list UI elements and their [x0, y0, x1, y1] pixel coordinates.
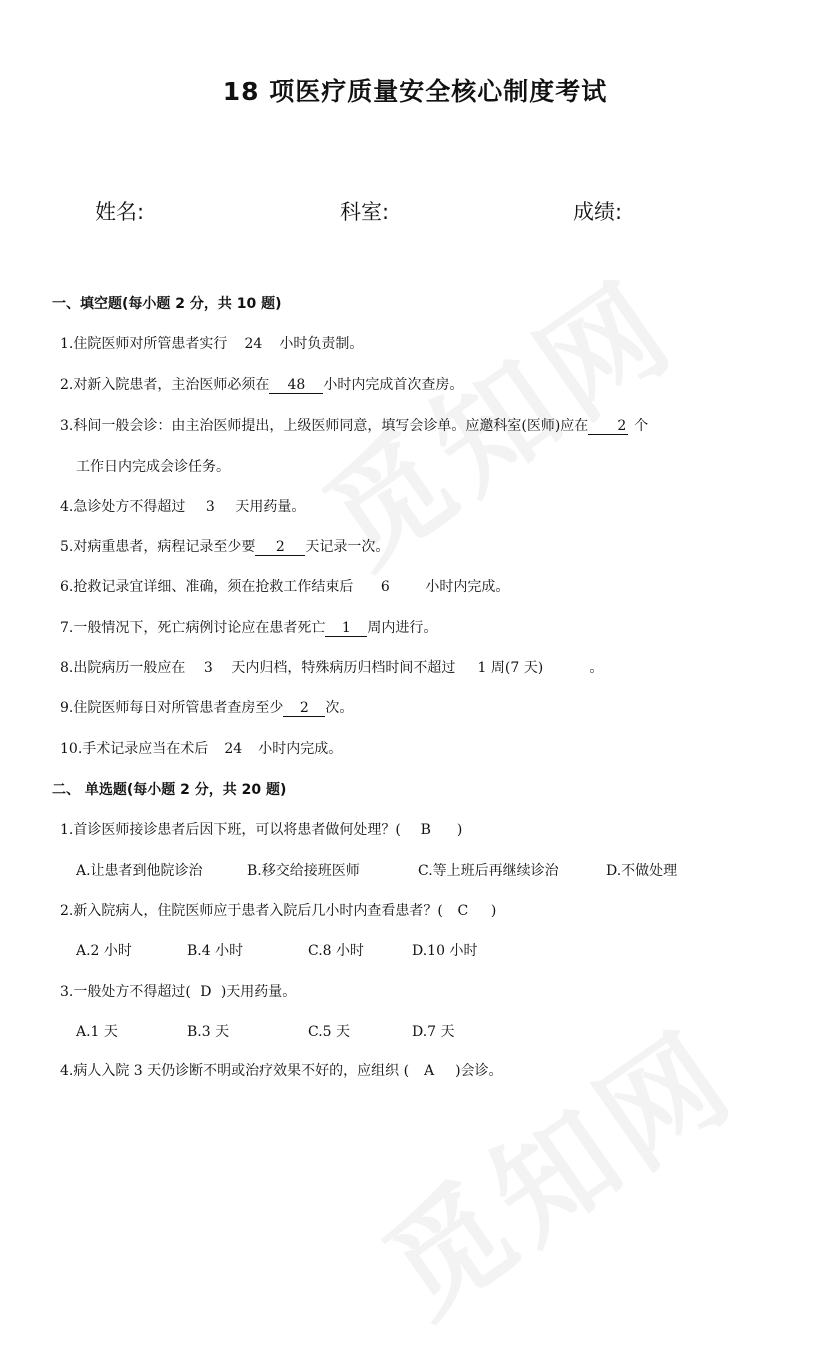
- section-heading-fill: 一、填空题(每小题 2 分，共 10 题): [52, 296, 282, 312]
- option-a: A.1 天: [76, 1024, 118, 1040]
- answer: 6: [380, 579, 390, 595]
- answer: 24: [224, 741, 243, 757]
- option-c: C.5 天: [308, 1024, 351, 1040]
- answer: 24: [244, 336, 263, 352]
- watermark-bottom: [346, 984, 764, 1348]
- fill-question-8: 8.出院病历一般应在 3 天内归档，特殊病历归档时间不超过 1 周(7 天) 。: [60, 657, 790, 677]
- answer: B: [420, 822, 431, 838]
- option-d: D.7 天: [412, 1024, 455, 1040]
- answer: 3: [205, 499, 215, 515]
- option-d: D.10 小时: [412, 943, 478, 959]
- answer: 1 周(7 天): [477, 660, 544, 676]
- fill-question-6: 6.抢救记录宜详细、准确，须在抢救工作结束后 6 小时内完成。: [60, 579, 510, 595]
- option-c: C.等上班后再继续诊治: [418, 863, 559, 879]
- fill-question-4: 4.急诊处方不得超过 3 天用药量。: [60, 499, 306, 515]
- option-a: A.2 小时: [76, 943, 132, 959]
- section-heading-choice: 二、 单选题(每小题 2 分，共 20 题): [52, 782, 287, 798]
- answer-blank: 1: [325, 620, 367, 637]
- answer: A: [424, 1063, 435, 1079]
- option-a: A.让患者到他院诊治: [76, 863, 203, 879]
- answer: D: [200, 984, 212, 1000]
- answer: C: [457, 903, 469, 919]
- fill-question-9: 9.住院医师每日对所管患者查房至少 2 次。: [60, 700, 354, 716]
- fill-question-7: 7.一般情况下，死亡病例讨论应在患者死亡 1 周内进行。: [60, 620, 438, 636]
- fill-question-2: 2.对新入院患者，主治医师必须在 48 小时内完成首次查房。: [60, 377, 464, 393]
- score-label: 成绩:: [573, 200, 623, 224]
- choice-question-3: 3.一般处方不得超过( D )天用药量。: [60, 984, 297, 1000]
- page-title: 18 项医疗质量安全核心制度考试: [222, 77, 608, 106]
- answer-blank: 2: [588, 418, 628, 435]
- fill-question-5: 5.对病重患者，病程记录至少要 2 天记录一次。: [60, 539, 390, 555]
- dept-label: 科室:: [340, 200, 390, 224]
- name-label: 姓名:: [95, 200, 145, 224]
- option-b: B.4 小时: [187, 943, 244, 959]
- option-b: B.移交给接班医师: [247, 863, 360, 879]
- fill-question-10: 10.手术记录应当在术后 24 小时内完成。: [60, 741, 343, 757]
- choice-question-4: 4.病人入院 3 天仍诊断不明或治疗效果不好的，应组织 ( A )会诊。: [60, 1063, 503, 1079]
- option-c: C.8 小时: [308, 943, 365, 959]
- fill-question-1: 1.住院医师对所管患者实行 24 小时负责制。: [60, 336, 364, 352]
- choice-question-2: 2.新入院病人，住院医师应于患者入院后几小时内查看患者？( C ): [60, 903, 497, 919]
- answer-blank: 2: [255, 539, 305, 556]
- fill-question-3-cont: 工作日内完成会诊任务。: [76, 459, 230, 475]
- choice-question-1: 1.首诊医师接诊患者后因下班，可以将患者做何处理？( B ): [60, 822, 463, 838]
- option-d: D.不做处理: [606, 863, 678, 879]
- answer-blank: 2: [283, 700, 325, 717]
- option-b: B.3 天: [187, 1024, 230, 1040]
- fill-question-3: 3.科间一般会诊：由主治医师提出，上级医师同意，填写会诊单。应邀科室(医师)应在 2 个: [60, 418, 649, 434]
- answer: 3: [203, 660, 213, 676]
- answer-blank: 48: [269, 377, 323, 394]
